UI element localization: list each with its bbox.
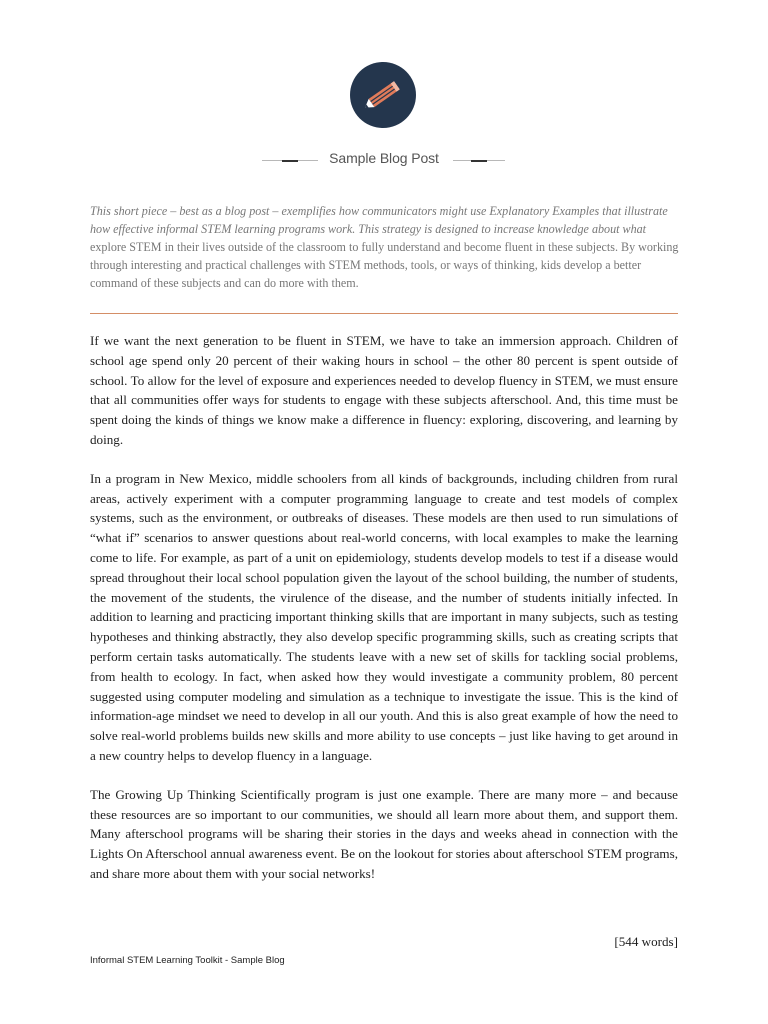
title-divider-right [453,160,505,161]
pencil-icon [350,62,416,128]
paragraph: If we want the next generation to be fluent in STEM, we have to take an immersion approach. Children of school age spend only 20 percent of their waking hours in school – the other 80 percent is spent outside of school. To allow for the level of exposure and experiences needed to develop fluency in STEM, we must ensure that all communities offer ways for students to engage with these subjects afterschool. And, this time must be spent doing the kinds of things we know make a difference in fluency: exploring, discovering, and learning by doing. [90,333,678,447]
article-body [90,331,678,903]
page-title: Sample Blog Post [329,150,439,166]
paragraph: The Growing Up Thinking Scientifically program is just one example. There are many more – and because these resources are so important to our communities, we should all learn more about them, and support them. Many afterschool programs will be sharing their stories in the days and weeks ahead in connection with the Lights On Afterschool annual awareness event. Be on the lookout for stories about afterschool STEM programs, and share more about them with your social networks! [90,786,678,881]
word-count: [544 words] [614,934,678,949]
section-divider [90,313,678,314]
intro-italic: This short piece – best as a blog post – exemplifies how communicators might use Explanatory Examples that illustrate how effective informal STEM learning programs work. This strategy is designed to increase knowledge about what [90,204,668,236]
title-row [258,150,508,172]
title-divider-left [262,160,318,161]
paragraph: In a program in New Mexico, middle schoolers from all kinds of backgrounds, including children from rural areas, actively experiment with a computer programming language to create and test models of complex systems, such as the environment, or outbreaks of diseases. These models are then used to run simulations of “what if” scenarios to answer questions about real-world concerns, with local examples to make the learning come to life. For example, as part of a unit on epidemiology, students develop models to test if a disease would spread throughout their local school population given the layout of the school building, the number of students, the movement of the students, the virulence of the disease, and the number of students initially infected. In addition to learning and practicing important thinking skills that are important in many subjects, such as testing hypotheses and thinking abstractly, they also develop specific programming skills, such as creating scripts that perform certain tasks automatically. The students leave with a new set of skills for tackling social problems, from health to ecology. In fact, when asked how they would investigate a community problem, 80 percent suggested using computer modeling and simulation as a technique to investigate the issue. This is the kind of information-age mindset we need to develop in all our youth. And this is also great example of how the need to solve real-world problems builds new skills and more ability to use concepts – just like having to get around in a new country helps to develop fluency in a language. [90,470,678,763]
logo-badge [350,62,416,128]
page-footer: Informal STEM Learning Toolkit - Sample Blog [90,955,285,966]
intro-plain: explore STEM in their lives outside of the classroom to fully understand and become fluent in these subjects. By working through interesting and practical challenges with STEM methods, tools, or ways of thinking, kids develop a better command of these subjects and can do more with them. [90,240,679,290]
intro-text [90,202,680,292]
